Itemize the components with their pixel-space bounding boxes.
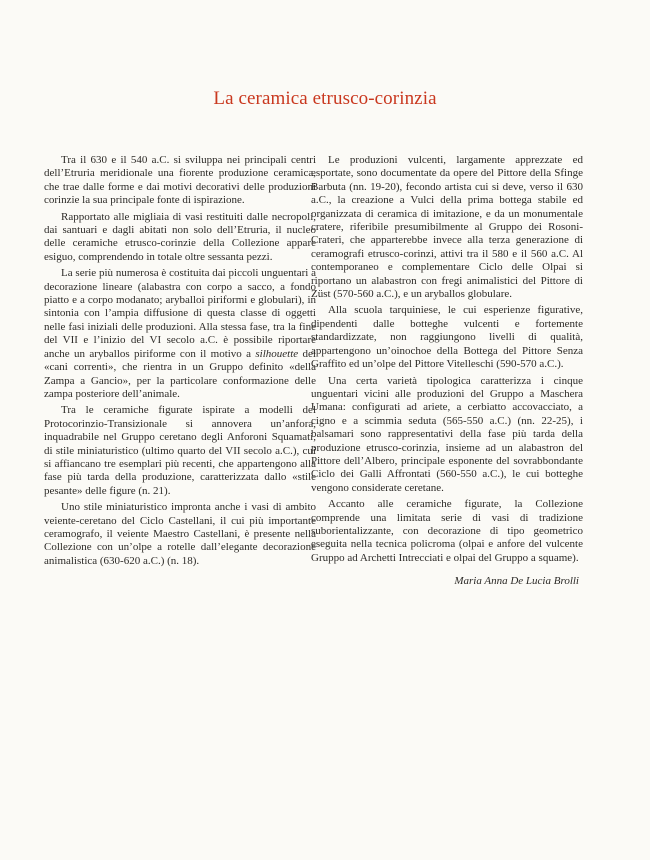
paragraph: Tra le ceramiche figurate ispirate a modelli del Protocorinzio-Transizionale si annovera un’anfora, inquadrabile nel Gruppo ceretano degli Anforoni Squamati, di stile miniaturistico (ultimo quarto del VII secolo a.C.), cui si affiancano tre esemplari più recenti, che appartengono alla fase più tarda della produzione, caratterizzata dallo «stile pesante» delle figure (n. 21). — [44, 404, 316, 497]
paragraph: Uno stile miniaturistico impronta anche i vasi di ambito veiente-ceretano del Ciclo Castellani, il cui più importante ceramografo, il veiente Maestro Castellani, è presente nella Collezione con un’olpe a rotelle dall’elegante decorazione animalistica (630-620 a.C.) (n. 18). — [44, 501, 316, 567]
left-column — [44, 154, 316, 571]
paragraph: Una certa varietà tipologica caratterizza i cinque unguentari vicini alle produzioni del Gruppo a Maschera Umana: configurati ad ariete, a cerbiatto accovacciato, a cigno e a scimmia seduta (565-550 a.C.) (nn. 22-25), i balsamari sono rappresentativi della fase più tarda della produzione etrusco-corinzia, insieme ad un alabastron del Pittore dell’Albero, principale esponente del sovrabbondante Ciclo dei Galli Affrontati (560-550 a.C.), le cui botteghe vengono considerate ceretane. — [311, 374, 583, 494]
paragraph: Le produzioni vulcenti, largamente apprezzate ed esportate, sono documentate da opere del Pittore della Sfinge Barbuta (nn. 19-20), fecondo artista cui si deve, verso il 630 a.C., la creazione a Vulci della prima bottega stabile ed organizzata di ceramica di imitazione, e da un monumentale cratere, riferibile presumibilmente al Gruppo dei Rosoni-Crateri, che apparterebbe invece alla terza generazione di ceramografi etrusco-corinzi, attivi tra il 580 e il 560 a.C. Al contemporaneo e complementare Ciclo delle Olpai si riportano un alabastron con fregi animalistici del Pittore di Züst (570-560 a.C.), e un aryballos globulare. — [311, 154, 583, 301]
page-title: La ceramica etrusco-corinzia — [213, 88, 437, 109]
right-column — [311, 154, 583, 589]
paragraph: Accanto alle ceramiche figurate, la Collezione comprende una limitata serie di vasi di tradizione suborientalizzante, con decorazione di tipo geometrico eseguita nella tecnica policroma (olpai e anfore del vulcente Gruppo ad Archetti Intrecciati e olpai del Gruppo a squame). — [311, 498, 583, 564]
paragraph: Tra il 630 e il 540 a.C. si sviluppa nei principali centri dell’Etruria meridionale una fiorente produzione ceramica, che trae dalle forme e dai motivi decorativi delle produzioni corinzie la sua principale fonte di ispirazione. — [44, 154, 316, 207]
paragraph: Rapportato alle migliaia di vasi restituiti dalle necropoli, dai santuari e dagli abitati non solo dell’Etruria, il nucleo delle ceramiche etrusco-corinzie della Collezione appare esiguo, comprendendo in totale oltre sessanta pezzi. — [44, 210, 316, 263]
italic-term: silhouette — [255, 347, 299, 360]
paragraph: Alla scuola tarquiniese, le cui esperienze figurative, dipendenti dalle botteghe vulcenti e fortemente standardizzate, non raggiungono livelli di qualità, appartengono un’oinochoe della Bottega del Pittore Senza Graffito ed un’olpe del Pittore Vitelleschi (590-570 a.C.). — [311, 304, 583, 371]
author-signature: Maria Anna De Lucia Brolli — [454, 575, 579, 588]
paragraph: La serie più numerosa è costituita dai piccoli unguentari a decorazione lineare (alabastra con corpo a sacco, a fondo piatto e a corpo modanato; aryballoi piriformi e globulari), in sintonia con l’ampia diffusione di questa classe di oggetti nelle fasi iniziali delle produzioni. Alla stessa fase, tra la fine del VII e l’inizio del VI secolo a.C. è possibile riportare anche un aryballos piriforme con il motivo a silhouette dei «cani correnti», che rientra in un Gruppo definito «della Zampa a Gancio», per la particolare conformazione delle zampa posteriore dell’animale. — [44, 267, 316, 400]
